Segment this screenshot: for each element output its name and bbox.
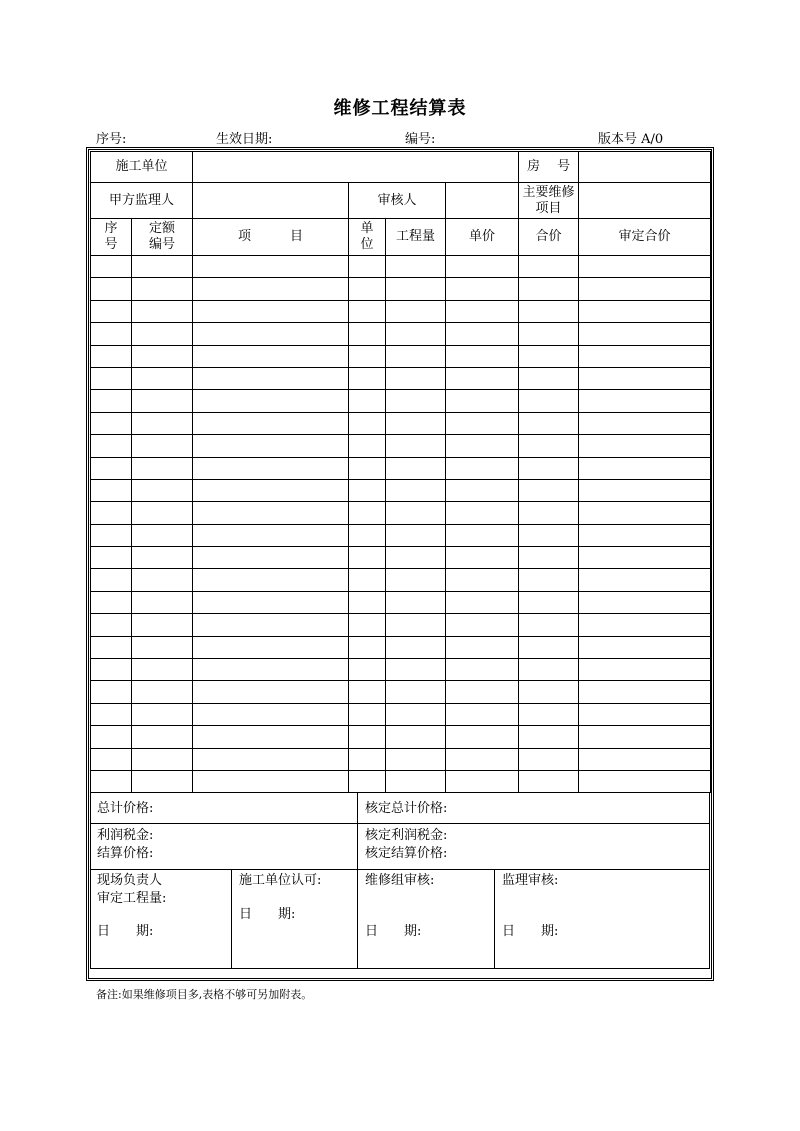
table-cell[interactable] [91,323,132,345]
table-cell[interactable] [349,614,386,636]
table-cell[interactable] [349,412,386,434]
table-cell[interactable] [579,435,711,457]
table-cell[interactable] [386,412,446,434]
table-cell[interactable] [579,569,711,591]
table-cell[interactable] [446,614,519,636]
main-items-label [519,183,579,219]
table-cell[interactable] [132,591,193,613]
table-cell[interactable] [446,457,519,479]
table-cell[interactable] [349,502,386,524]
col-unit-line2: 位 [360,237,374,252]
table-cell[interactable] [579,300,711,322]
table-row [91,770,711,792]
table-cell[interactable] [519,412,579,434]
table-cell[interactable] [519,748,579,770]
room-field[interactable] [579,152,711,183]
table-cell[interactable] [193,412,349,434]
table-row [91,569,711,591]
table-cell[interactable] [579,345,711,367]
contractor-label: 施工单位 [91,152,193,183]
table-cell[interactable] [386,591,446,613]
table-cell[interactable] [386,502,446,524]
repair-team-date-label: 日 期: [365,924,422,939]
table-cell[interactable] [519,256,579,278]
table-cell[interactable] [91,300,132,322]
main-items-label-line1: 主要维修 [522,184,575,200]
table-cell[interactable] [446,345,519,367]
table-cell[interactable] [132,703,193,725]
header-row-supervisor [91,183,711,219]
table-cell[interactable] [132,681,193,703]
table-cell[interactable] [386,345,446,367]
serial-label: 序号: [96,132,127,147]
table-cell[interactable] [193,524,349,546]
page-title: 维修工程结算表 [333,98,467,119]
table-cell[interactable] [349,770,386,792]
table-cell[interactable] [579,502,711,524]
table-cell[interactable] [349,479,386,501]
table-cell[interactable] [446,412,519,434]
table-row [91,748,711,770]
approved-quantity-label: 审定工程量: [97,891,167,906]
table-cell[interactable] [349,547,386,569]
table-cell[interactable] [91,345,132,367]
table-cell[interactable] [193,748,349,770]
supervisor-label: 甲方监理人 [91,183,193,219]
table-cell[interactable] [349,390,386,412]
table-cell[interactable] [386,300,446,322]
table-cell[interactable] [579,636,711,658]
table-cell[interactable] [386,479,446,501]
table-cell[interactable] [579,614,711,636]
table-cell[interactable] [446,659,519,681]
table-cell[interactable] [386,278,446,300]
table-cell[interactable] [386,614,446,636]
table-cell[interactable] [386,770,446,792]
table-cell[interactable] [579,278,711,300]
table-cell[interactable] [132,726,193,748]
table-cell[interactable] [91,681,132,703]
table-cell[interactable] [91,726,132,748]
table-cell[interactable] [386,256,446,278]
table-cell[interactable] [519,502,579,524]
table-cell[interactable] [193,569,349,591]
table-cell[interactable] [519,479,579,501]
table-cell[interactable] [132,435,193,457]
table-cell[interactable] [519,659,579,681]
table-cell[interactable] [386,524,446,546]
table-cell[interactable] [193,770,349,792]
table-cell[interactable] [193,367,349,389]
table-cell[interactable] [91,390,132,412]
reviewer-label: 审核人 [349,183,446,219]
table-cell[interactable] [519,367,579,389]
table-cell[interactable] [132,412,193,434]
table-row [91,591,711,613]
table-cell[interactable] [349,569,386,591]
reviewer-field[interactable] [446,183,519,219]
table-cell[interactable] [519,681,579,703]
table-cell[interactable] [349,278,386,300]
col-item: 项 目 [193,219,349,256]
table-cell[interactable] [132,256,193,278]
table-cell[interactable] [91,703,132,725]
table-row [91,367,711,389]
table-cell[interactable] [386,547,446,569]
table-cell[interactable] [349,435,386,457]
table-cell[interactable] [386,681,446,703]
table-cell[interactable] [519,547,579,569]
table-row [91,659,711,681]
table-cell[interactable] [446,479,519,501]
table-cell[interactable] [193,547,349,569]
table-cell[interactable] [193,703,349,725]
table-cell[interactable] [132,636,193,658]
table-cell[interactable] [193,502,349,524]
table-cell[interactable] [519,569,579,591]
table-cell[interactable] [193,390,349,412]
table-cell[interactable] [519,703,579,725]
table-cell[interactable] [386,726,446,748]
table-cell[interactable] [193,591,349,613]
effective-date-label: 生效日期: [216,132,273,147]
table-cell[interactable] [446,703,519,725]
table-cell[interactable] [446,323,519,345]
table-cell[interactable] [349,300,386,322]
table-cell[interactable] [579,367,711,389]
table-cell[interactable] [349,726,386,748]
supervisor-field[interactable] [193,183,349,219]
repair-team-review-label: 维修组审核: [365,873,435,888]
table-cell[interactable] [579,591,711,613]
table-cell[interactable] [446,524,519,546]
table-cell[interactable] [446,770,519,792]
table-cell[interactable] [349,591,386,613]
table-row [91,412,711,434]
table-cell[interactable] [519,435,579,457]
table-cell[interactable] [519,636,579,658]
table-cell[interactable] [579,479,711,501]
table-cell[interactable] [349,636,386,658]
table-cell[interactable] [519,614,579,636]
table-cell[interactable] [132,614,193,636]
col-seq-line2: 号 [104,237,118,252]
table-cell[interactable] [91,770,132,792]
contractor-field[interactable] [193,152,519,183]
table-cell[interactable] [132,390,193,412]
table-cell[interactable] [519,457,579,479]
table-cell[interactable] [349,659,386,681]
table-cell[interactable] [91,278,132,300]
table-cell[interactable] [386,457,446,479]
table-row [91,524,711,546]
table-cell[interactable] [91,614,132,636]
table-row [91,390,711,412]
table-cell[interactable] [193,479,349,501]
table-cell[interactable] [579,524,711,546]
col-quota [132,219,193,256]
column-header-row [91,219,711,256]
table-cell[interactable] [349,323,386,345]
table-row [91,547,711,569]
table-cell[interactable] [386,323,446,345]
total-price-label: 总计价格: [97,801,154,816]
table-cell[interactable] [446,278,519,300]
table-cell[interactable] [446,502,519,524]
settlement-price-label: 结算价格: [97,846,154,861]
table-cell[interactable] [349,524,386,546]
header-row-contractor [91,152,711,183]
site-manager-date-label: 日 期: [97,924,154,939]
table-cell[interactable] [132,345,193,367]
table-cell[interactable] [519,770,579,792]
approved-settlement-label: 核定结算价格: [365,846,448,861]
table-row [91,614,711,636]
table-cell[interactable] [386,569,446,591]
table-cell[interactable] [579,256,711,278]
table-cell[interactable] [193,345,349,367]
table-cell[interactable] [446,569,519,591]
table-cell[interactable] [446,547,519,569]
table-cell[interactable] [91,435,132,457]
table-cell[interactable] [446,591,519,613]
table-cell[interactable] [386,390,446,412]
table-cell[interactable] [132,323,193,345]
table-cell[interactable] [193,659,349,681]
col-unit [349,219,386,256]
table-cell[interactable] [579,681,711,703]
contractor-confirm-label: 施工单位认可: [239,873,322,888]
table-cell[interactable] [579,748,711,770]
table-cell[interactable] [519,390,579,412]
table-cell[interactable] [132,278,193,300]
table-cell[interactable] [91,636,132,658]
table-cell[interactable] [386,435,446,457]
table-cell[interactable] [446,435,519,457]
supervision-date-label: 日 期: [502,924,559,939]
version-label: 版本号 A/0 [598,132,664,147]
table-cell[interactable] [446,367,519,389]
table-cell[interactable] [193,435,349,457]
table-cell[interactable] [132,367,193,389]
table-cell[interactable] [91,457,132,479]
table-row [91,345,711,367]
table-cell[interactable] [193,457,349,479]
table-cell[interactable] [446,636,519,658]
table-cell[interactable] [349,457,386,479]
table-cell[interactable] [446,681,519,703]
table-cell[interactable] [132,457,193,479]
footnote: 备注:如果维修项目多,表格不够可另加附表。 [96,988,313,1001]
number-label: 编号: [405,132,436,147]
table-row [91,435,711,457]
table-cell[interactable] [193,300,349,322]
col-unit-line1: 单 [360,221,374,236]
table-row [91,479,711,501]
table-cell[interactable] [91,659,132,681]
table-cell[interactable] [91,367,132,389]
table-cell[interactable] [519,278,579,300]
table-cell[interactable] [579,457,711,479]
col-unit-price: 单价 [446,219,519,256]
table-cell[interactable] [579,547,711,569]
table-cell[interactable] [132,300,193,322]
table-cell[interactable] [519,524,579,546]
table-cell[interactable] [579,412,711,434]
table-cell[interactable] [386,659,446,681]
table-cell[interactable] [349,256,386,278]
table-cell[interactable] [579,323,711,345]
table-cell[interactable] [386,636,446,658]
main-items-label-line2: 项目 [535,200,562,216]
table-cell[interactable] [386,748,446,770]
table-row [91,256,711,278]
table-cell[interactable] [349,345,386,367]
approved-total-price-label: 核定总计价格: [365,801,448,816]
col-quota-line2: 编号 [149,237,176,252]
site-manager-label: 现场负责人 [97,873,163,888]
table-cell[interactable] [193,256,349,278]
table-cell[interactable] [193,726,349,748]
col-seq-line1: 序 [104,221,118,236]
table-cell[interactable] [193,278,349,300]
table-cell[interactable] [579,770,711,792]
table-cell[interactable] [132,502,193,524]
contractor-date-label: 日 期: [239,907,296,922]
table-cell[interactable] [91,524,132,546]
table-row [91,726,711,748]
table-cell[interactable] [132,547,193,569]
table-row [91,323,711,345]
table-row [91,502,711,524]
table-cell[interactable] [91,479,132,501]
table-cell[interactable] [446,726,519,748]
table-cell[interactable] [579,726,711,748]
table-cell[interactable] [446,748,519,770]
summary-section [90,793,710,969]
table-cell[interactable] [193,614,349,636]
table-cell[interactable] [193,636,349,658]
col-seq [91,219,132,256]
table-row [91,457,711,479]
table-cell[interactable] [446,390,519,412]
table-cell[interactable] [91,412,132,434]
profit-tax-label: 利润税金: [97,828,154,843]
table-row [91,278,711,300]
table-cell[interactable] [132,770,193,792]
table-cell[interactable] [132,569,193,591]
table-cell[interactable] [132,748,193,770]
table-cell[interactable] [519,726,579,748]
table-cell[interactable] [519,345,579,367]
table-cell[interactable] [579,390,711,412]
table-cell[interactable] [519,591,579,613]
table-cell[interactable] [91,502,132,524]
table-cell[interactable] [349,681,386,703]
col-total-price: 合价 [519,219,579,256]
table-cell[interactable] [386,703,446,725]
table-cell[interactable] [91,547,132,569]
room-label: 房 号 [519,152,579,183]
table-cell[interactable] [386,367,446,389]
table-cell[interactable] [349,703,386,725]
table-cell[interactable] [132,524,193,546]
table-row [91,703,711,725]
table-cell[interactable] [579,659,711,681]
table-cell[interactable] [579,703,711,725]
table-row [91,636,711,658]
table-cell[interactable] [349,367,386,389]
table-row [91,681,711,703]
main-items-field[interactable] [579,183,711,219]
approved-profit-tax-label: 核定利润税金: [365,828,448,843]
settlement-table [90,151,711,793]
col-quantity: 工程量 [386,219,446,256]
table-cell[interactable] [91,591,132,613]
table-cell[interactable] [132,659,193,681]
table-cell[interactable] [91,256,132,278]
col-quota-line1: 定额 [149,221,176,236]
col-approved-total: 审定合价 [579,219,711,256]
table-cell[interactable] [193,323,349,345]
table-cell[interactable] [446,256,519,278]
table-cell[interactable] [193,681,349,703]
supervision-review-label: 监理审核: [502,873,559,888]
table-cell[interactable] [132,479,193,501]
table-cell[interactable] [91,569,132,591]
table-cell[interactable] [91,748,132,770]
table-cell[interactable] [519,300,579,322]
table-cell[interactable] [349,748,386,770]
table-cell[interactable] [446,300,519,322]
table-row [91,300,711,322]
table-cell[interactable] [519,323,579,345]
